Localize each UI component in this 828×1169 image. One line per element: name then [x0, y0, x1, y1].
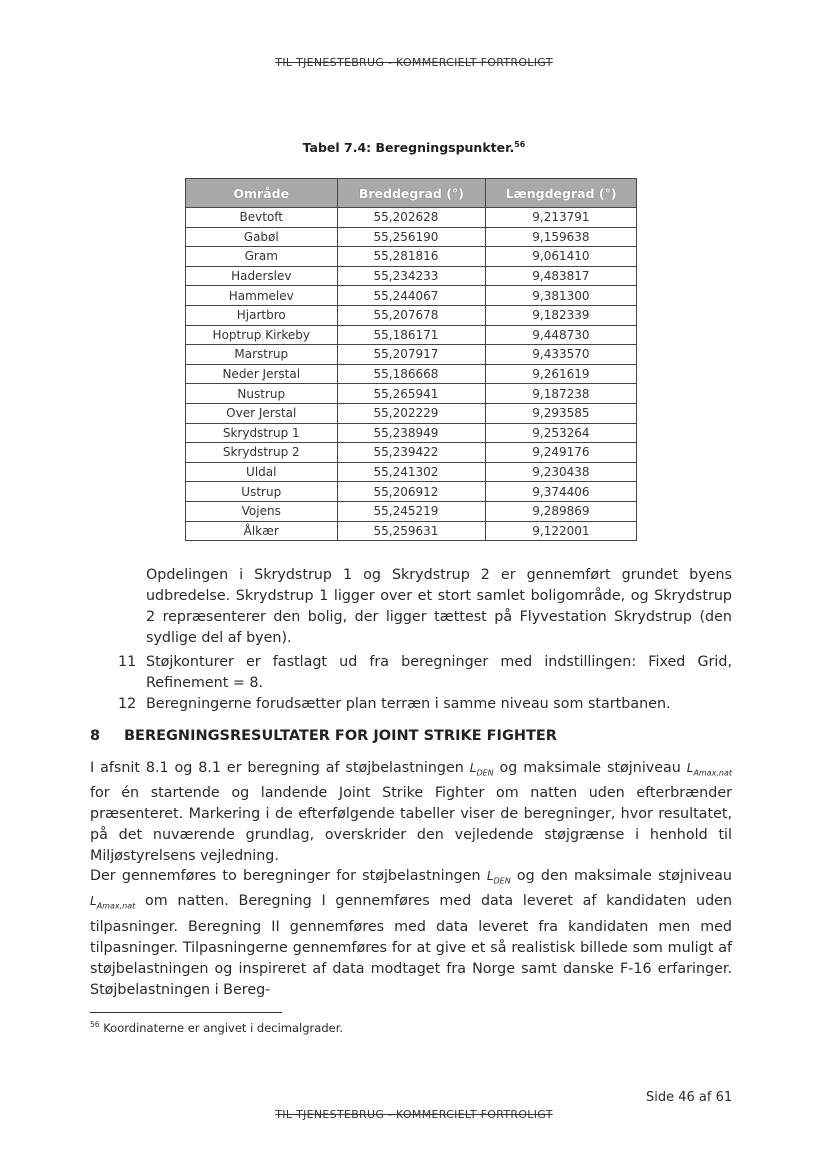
lden-symbol: $L_{DEN}$ [469, 761, 494, 778]
cell-area: Marstrup [186, 345, 338, 365]
list-text: Beregningerne forudsætter plan terræn i samme niveau som startbanen. [146, 696, 671, 712]
skrydstrup-note-paragraph: Opdelingen i Skrydstrup 1 og Skrydstrup 2 er gennemført grundet byens udbredelse. Skrydstrup 1 ligger over et stort samlet boligområde, og Skrydstrup 2 repræsenterer den bolig, der ligger tættest på Flyvestation Skrydstrup (den sydlige del af byen). [146, 567, 732, 646]
table-row [186, 325, 637, 345]
cell-area: Skrydstrup 2 [186, 443, 338, 463]
cell-longitude: 9,061410 [486, 247, 637, 267]
cell-longitude: 9,381300 [486, 286, 637, 306]
list-text: Støjkonturer er fastlagt ud fra beregninger med indstillingen: Fixed Grid, Refinement = 8. [146, 654, 732, 691]
table-row [186, 247, 637, 267]
cell-area: Vojens [186, 501, 338, 521]
table-body [186, 208, 637, 541]
cell-area: Gram [186, 247, 338, 267]
lamax-symbol: $L_{Amax,nat}$ [90, 894, 136, 911]
cell-latitude: 55,239422 [337, 443, 486, 463]
cell-latitude: 55,202229 [337, 403, 486, 423]
cell-area: Neder Jerstal [186, 364, 338, 384]
cell-area: Ålkær [186, 521, 338, 541]
classification-header: TIL TJENESTEBRUG - KOMMERCIELT FORTROLIGT [275, 56, 553, 69]
cell-longitude: 9,213791 [486, 208, 637, 228]
table-row [186, 462, 637, 482]
cell-latitude: 55,256190 [337, 227, 486, 247]
cell-longitude: 9,230438 [486, 462, 637, 482]
table-row [186, 227, 637, 247]
cell-longitude: 9,293585 [486, 403, 637, 423]
cell-latitude: 55,241302 [337, 462, 486, 482]
page-number: Side 46 af 61 [646, 1090, 733, 1105]
table-row [186, 423, 637, 443]
cell-area: Skrydstrup 1 [186, 423, 338, 443]
header-area: Område [186, 179, 338, 208]
table-row [186, 266, 637, 286]
list-number: 12 [118, 696, 137, 712]
section-title: BEREGNINGSRESULTATER FOR JOINT STRIKE FIGHTER [124, 728, 557, 744]
table-row [186, 305, 637, 325]
cell-latitude: 55,259631 [337, 521, 486, 541]
list-number: 11 [118, 654, 137, 670]
table-row [186, 208, 637, 228]
cell-area: Hjartbro [186, 305, 338, 325]
cell-area: Gabøl [186, 227, 338, 247]
cell-latitude: 55,265941 [337, 384, 486, 404]
header-latitude: Breddegrad (°) [337, 179, 486, 208]
cell-longitude: 9,448730 [486, 325, 637, 345]
cell-longitude: 9,374406 [486, 482, 637, 502]
cell-latitude: 55,244067 [337, 286, 486, 306]
cell-longitude: 9,159638 [486, 227, 637, 247]
cell-latitude: 55,186668 [337, 364, 486, 384]
table-row [186, 364, 637, 384]
footnote-text: Koordinaterne er angivet i decimalgrader. [103, 1020, 344, 1035]
cell-latitude: 55,245219 [337, 501, 486, 521]
body2-text-3: om natten. Beregning I gennemføres med data leveret af kandidaten uden tilpasninger. Beregning II gennemføres med data leveret fra kandidaten men med tilpasninger. Tilpasningerne gennemføres for at give et så realistisk billede som muligt af støjbelastningen og inspireret af data modtaget fra Norge samt danske F-16 erfaringer. Støjbelastningen i Bereg- [90, 893, 733, 998]
table-caption-footnote-ref: 56 [514, 140, 526, 149]
table-row [186, 443, 637, 463]
cell-latitude: 55,234233 [337, 266, 486, 286]
cell-area: Ustrup [186, 482, 338, 502]
cell-latitude: 55,202628 [337, 208, 486, 228]
body1-text-3: for én startende og landende Joint Strike Fighter om natten uden efterbrænder præsenteret. Markering i de efterfølgende tabeller viser de beregninger, hvor resultatet, på det nuværende grundlag, overskrider den vejledende støjgrænse i henhold til Miljøstyrelsens vejledning. [90, 785, 732, 865]
section-number: 8 [90, 728, 101, 744]
cell-area: Uldal [186, 462, 338, 482]
cell-longitude: 9,253264 [486, 423, 637, 443]
header-longitude: Længdegrad (°) [486, 179, 637, 208]
coordinates-table [185, 178, 637, 541]
body1-text-2: og maksimale støjniveau [499, 760, 681, 776]
table-row [186, 482, 637, 502]
footnote [90, 1020, 343, 1035]
table-header-row [186, 179, 637, 208]
cell-area: Over Jerstal [186, 403, 338, 423]
body2-text-1: Der gennemføres to beregninger for støjbelastningen [90, 868, 481, 884]
cell-area: Hoptrup Kirkeby [186, 325, 338, 345]
cell-longitude: 9,483817 [486, 266, 637, 286]
cell-longitude: 9,289869 [486, 501, 637, 521]
lamax-symbol: $L_{Amax,nat}$ [686, 761, 733, 778]
footnote-ref: 56 [90, 1020, 100, 1029]
cell-area: Haderslev [186, 266, 338, 286]
table-row [186, 345, 637, 365]
cell-longitude: 9,122001 [486, 521, 637, 541]
cell-latitude: 55,281816 [337, 247, 486, 267]
cell-area: Bevtoft [186, 208, 338, 228]
cell-longitude: 9,261619 [486, 364, 637, 384]
footnote-divider [90, 1012, 282, 1013]
cell-latitude: 55,207917 [337, 345, 486, 365]
cell-latitude: 55,186171 [337, 325, 486, 345]
table-row [186, 521, 637, 541]
cell-area: Nustrup [186, 384, 338, 404]
body-paragraph-2 [90, 866, 732, 1001]
table-caption-text: Tabel 7.4: Beregningspunkter. [302, 140, 515, 156]
table-caption [0, 140, 828, 155]
cell-longitude: 9,249176 [486, 443, 637, 463]
cell-area: Hammelev [186, 286, 338, 306]
body-paragraph-1 [90, 758, 732, 867]
lden-symbol: $L_{DEN}$ [486, 869, 511, 886]
classification-footer: TIL TJENESTEBRUG - KOMMERCIELT FORTROLIGT [275, 1108, 553, 1121]
body1-text-1: I afsnit 8.1 og 8.1 er beregning af støjbelastningen [90, 760, 464, 776]
cell-latitude: 55,238949 [337, 423, 486, 443]
table-row [186, 384, 637, 404]
cell-longitude: 9,433570 [486, 345, 637, 365]
section-heading [90, 728, 557, 744]
cell-latitude: 55,207678 [337, 305, 486, 325]
cell-longitude: 9,187238 [486, 384, 637, 404]
table-row [186, 403, 637, 423]
table-row [186, 501, 637, 521]
cell-latitude: 55,206912 [337, 482, 486, 502]
body2-text-2: og den maksimale støjniveau [516, 868, 732, 884]
cell-longitude: 9,182339 [486, 305, 637, 325]
table-row [186, 286, 637, 306]
